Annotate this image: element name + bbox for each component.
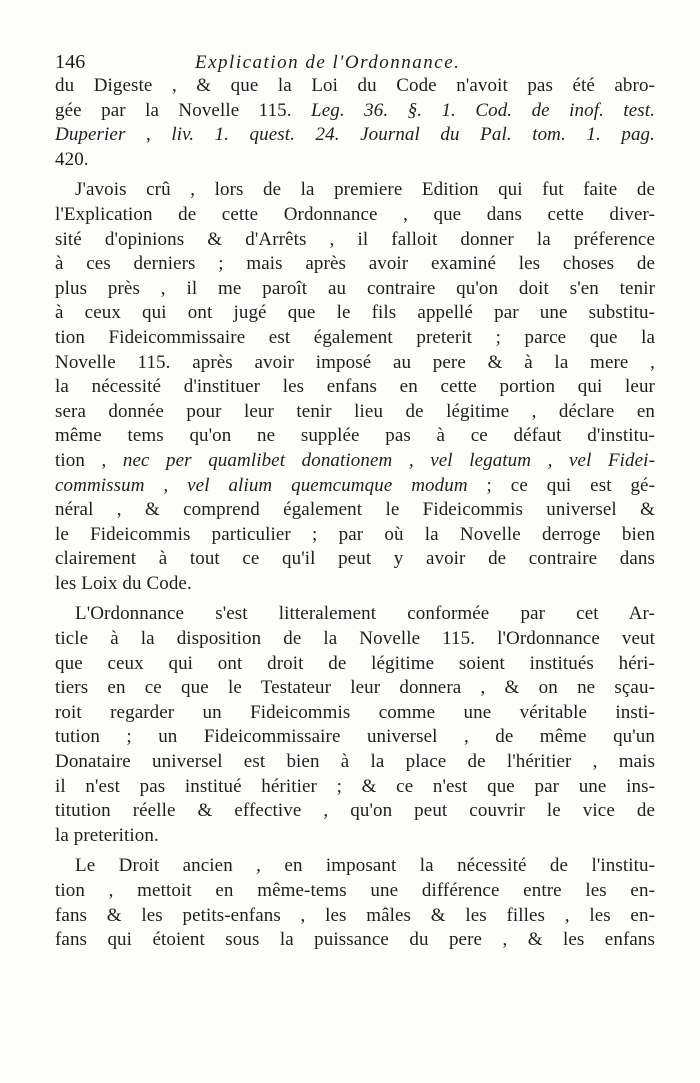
text-segment: J'avois crû , lors de la premiere Edition qui fut faite de [75, 179, 655, 201]
text-segment: que ceux qui ont droit de légitime soient institués héri- [55, 652, 655, 674]
text-line [55, 277, 655, 302]
text-segment: 420. [55, 148, 89, 170]
text-line [55, 627, 655, 652]
text-segment: du Digeste , & que la Loi du Code n'avoit pas été abro- [55, 75, 655, 96]
text-segment: ; ce qui est gé- [467, 474, 655, 496]
italic-segment: Leg. 36. §. 1. Cod. de inof. test. [311, 99, 655, 121]
text-line [55, 854, 655, 879]
paragraph [55, 854, 655, 952]
page-text-block [55, 50, 655, 953]
text-line [55, 523, 655, 548]
text-segment: fans & les petits-enfans , les mâles & les filles , les en- [55, 904, 655, 926]
text-line [55, 203, 655, 228]
text-segment: l'Explication de cette Ordonnance , que dans cette diver- [55, 203, 655, 225]
text-line [55, 424, 655, 449]
body-text [55, 74, 655, 953]
text-line [55, 400, 655, 425]
text-line [55, 351, 655, 376]
text-segment: tion , [55, 449, 123, 471]
text-segment: tion , mettoit en même-tems une différence entre les en- [55, 880, 655, 901]
text-segment: Donataire universel est bien à la place de l'héritier , mais [55, 751, 655, 773]
text-segment: roit regarder un Fideicommis comme une véritable insti- [55, 701, 655, 723]
italic-segment: commissum , vel alium quemcumque modum [55, 474, 468, 496]
text-line [55, 547, 655, 572]
paragraph [55, 178, 655, 596]
text-segment: tion Fideicommissaire est également preterit ; parce que la [55, 326, 655, 348]
text-segment: plus près , il me paroît au contraire qu'on doit s'en tenir [55, 277, 655, 299]
text-line [55, 148, 655, 173]
text-segment: gée par la Novelle 115. [55, 99, 312, 121]
text-line [55, 750, 655, 775]
text-line [55, 928, 655, 953]
text-segment: titution réelle & effective , qu'on peut couvrir le vice de [55, 800, 655, 822]
page-header [55, 50, 655, 74]
text-line [55, 99, 655, 124]
text-segment: clairement à tout ce qu'il peut y avoir de contraire dans [55, 548, 655, 570]
text-line [55, 326, 655, 351]
text-line [55, 824, 655, 849]
text-segment: les Loix du Code. [55, 572, 192, 594]
page-number: 146 [55, 51, 86, 73]
text-segment: il n'est pas institué héritier ; & ce n'est que par une ins- [55, 775, 655, 797]
text-segment: ticle à la disposition de la Novelle 115. l'Ordonnance veut [55, 628, 655, 650]
text-segment: la nécessité d'instituer les enfans en cette portion qui leur [55, 376, 655, 398]
paragraph [55, 74, 655, 172]
text-segment: à ces derniers ; mais après avoir examiné les choses de [55, 253, 655, 275]
text-line [55, 178, 655, 203]
text-line [55, 652, 655, 677]
text-line [55, 228, 655, 253]
text-segment: Novelle 115. après avoir imposé au pere & à la mere , [55, 351, 655, 373]
text-segment: la preterition. [55, 824, 159, 846]
text-segment: à ceux qui ont jugé que le fils appellé par une substitu- [55, 302, 655, 324]
text-segment: tution ; un Fideicommissaire universel , de même qu'un [55, 726, 655, 748]
text-line [55, 775, 655, 800]
text-segment: sera donnée pour leur tenir lieu de légitime , déclare en [55, 400, 655, 422]
text-segment: même tems qu'on ne supplée pas à ce défaut d'institu- [55, 425, 655, 447]
italic-segment: Duperier , liv. 1. quest. 24. Journal du Pal. tom. 1. pag. [55, 124, 655, 146]
text-segment: sité d'opinions & d'Arrêts , il falloit donner la préference [55, 228, 655, 250]
text-line [55, 904, 655, 929]
text-segment: L'Ordonnance s'est litteralement conformée par cet Ar- [75, 603, 655, 625]
text-line [55, 498, 655, 523]
text-line [55, 74, 655, 99]
text-line [55, 725, 655, 750]
text-segment: Le Droit ancien , en imposant la nécessité de l'institu- [75, 855, 655, 877]
running-title: Explication de l'Ordonnance. [195, 52, 461, 73]
text-line [55, 572, 655, 597]
text-line [55, 676, 655, 701]
italic-segment: nec per quamlibet donationem , vel legatum , vel Fidei- [122, 449, 655, 471]
text-line [55, 799, 655, 824]
text-line [55, 879, 655, 904]
text-line [55, 474, 655, 499]
paragraph [55, 602, 655, 848]
text-line [55, 123, 655, 148]
text-segment: le Fideicommis particulier ; par où la Novelle derroge bien [55, 523, 655, 545]
text-line [55, 301, 655, 326]
text-segment: fans qui étoient sous la puissance du pere , & les enfans [55, 929, 655, 951]
text-line [55, 449, 655, 474]
text-segment: néral , & comprend également le Fideicommis universel & [55, 499, 655, 521]
text-line [55, 375, 655, 400]
text-line [55, 252, 655, 277]
text-segment: tiers en ce que le Testateur leur donnera , & on ne sçau- [55, 677, 655, 699]
text-line [55, 701, 655, 726]
text-line [55, 602, 655, 627]
